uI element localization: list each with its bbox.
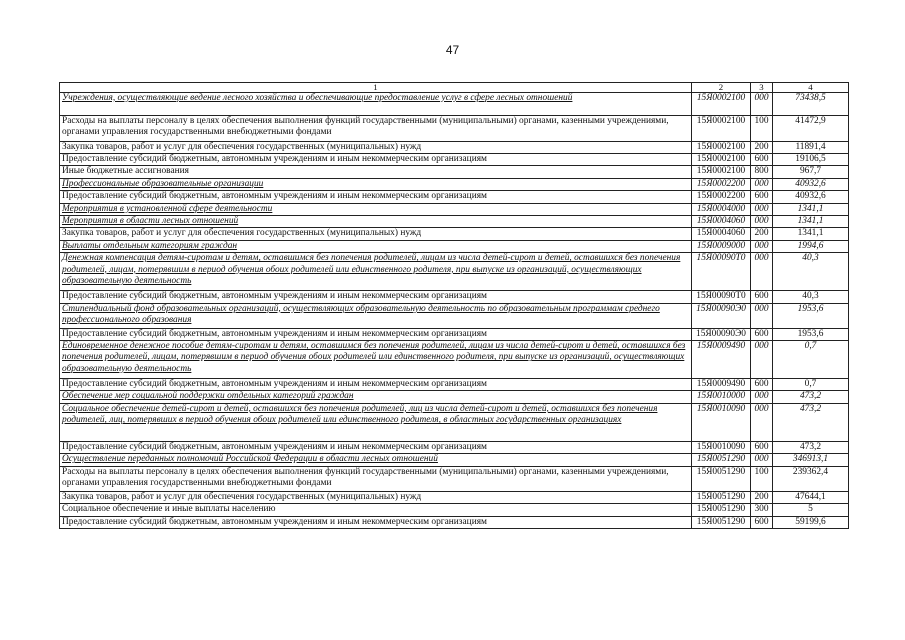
row-amount: 239362,4 bbox=[773, 466, 849, 491]
budget-table bbox=[59, 82, 849, 529]
row-expense-type: 600 bbox=[751, 154, 773, 166]
row-target-code: 15Я0004000 bbox=[692, 203, 751, 215]
row-description: Денежная компенсация детям-сиротам и детям, оставшимся без попечения родителей, лицам из числа детей-сирот и детей, оставшихся без попечения родителей, лицам, потерявшим в период обучения обоих родителей или единственного родителя, при выпуске из организаций, осуществляющих образовательную деятельность bbox=[60, 253, 692, 291]
row-description: Закупка товаров, работ и услуг для обеспечения государственных (муниципальных) нужд bbox=[60, 141, 692, 153]
table-row bbox=[60, 141, 849, 153]
table-row bbox=[60, 441, 849, 453]
row-description: Осуществление переданных полномочий Российской Федерации в области лесных отношений bbox=[60, 454, 692, 466]
row-target-code: 15Я0051290 bbox=[692, 504, 751, 516]
row-description: Предоставление субсидий бюджетным, автономным учреждениям и иным некоммерческим организациям bbox=[60, 291, 692, 303]
row-amount: 967,7 bbox=[773, 166, 849, 178]
row-expense-type: 300 bbox=[751, 504, 773, 516]
row-target-code: 15Я0051290 bbox=[692, 491, 751, 503]
row-amount: 346913,1 bbox=[773, 454, 849, 466]
row-target-code: 15Я0009490 bbox=[692, 379, 751, 391]
row-amount: 40932,6 bbox=[773, 178, 849, 190]
row-amount: 0,7 bbox=[773, 379, 849, 391]
row-description: Выплаты отдельным категориям граждан bbox=[60, 240, 692, 252]
table-row bbox=[60, 466, 849, 491]
table-row bbox=[60, 303, 849, 328]
row-description: Предоставление субсидий бюджетным, автономным учреждениям и иным некоммерческим организациям bbox=[60, 328, 692, 340]
table-row bbox=[60, 516, 849, 528]
table-row bbox=[60, 341, 849, 379]
row-amount: 5 bbox=[773, 504, 849, 516]
row-expense-type: 200 bbox=[751, 228, 773, 240]
row-expense-type: 000 bbox=[751, 240, 773, 252]
row-description: Обеспечение мер социальной поддержки отдельных категорий граждан bbox=[60, 391, 692, 403]
row-amount: 1341,1 bbox=[773, 216, 849, 228]
row-amount: 0,7 bbox=[773, 341, 849, 379]
row-amount: 73438,5 bbox=[773, 92, 849, 115]
row-amount: 59199,6 bbox=[773, 516, 849, 528]
row-expense-type: 100 bbox=[751, 115, 773, 141]
row-target-code: 15Я00090Э0 bbox=[692, 303, 751, 328]
table-row bbox=[60, 115, 849, 141]
row-target-code: 15Я0010000 bbox=[692, 391, 751, 403]
row-expense-type: 200 bbox=[751, 141, 773, 153]
row-expense-type: 600 bbox=[751, 379, 773, 391]
row-description: Закупка товаров, работ и услуг для обеспечения государственных (муниципальных) нужд bbox=[60, 228, 692, 240]
table-row bbox=[60, 403, 849, 441]
row-target-code: 15Я00090Э0 bbox=[692, 328, 751, 340]
row-amount: 47644,1 bbox=[773, 491, 849, 503]
page-number: 47 bbox=[445, 43, 460, 57]
table-row bbox=[60, 191, 849, 203]
row-amount: 40,3 bbox=[773, 253, 849, 291]
table-row bbox=[60, 253, 849, 291]
row-target-code: 15Я0002100 bbox=[692, 154, 751, 166]
row-amount: 1994,6 bbox=[773, 240, 849, 252]
row-target-code: 15Я0010090 bbox=[692, 441, 751, 453]
row-amount: 473,2 bbox=[773, 391, 849, 403]
row-target-code: 15Я0051290 bbox=[692, 454, 751, 466]
header-col-1: 1 bbox=[60, 83, 692, 93]
row-description: Предоставление субсидий бюджетным, автономным учреждениям и иным некоммерческим организациям bbox=[60, 441, 692, 453]
table-row bbox=[60, 504, 849, 516]
table-row bbox=[60, 379, 849, 391]
row-expense-type: 000 bbox=[751, 253, 773, 291]
row-amount: 40,3 bbox=[773, 291, 849, 303]
table-row bbox=[60, 154, 849, 166]
row-amount: 19106,5 bbox=[773, 154, 849, 166]
row-target-code: 15Я00090Т0 bbox=[692, 291, 751, 303]
table-row bbox=[60, 228, 849, 240]
row-amount: 1953,6 bbox=[773, 303, 849, 328]
row-description: Социальное обеспечение детей-сирот и детей, оставшихся без попечения родителей, лиц из числа детей-сирот и детей, оставшихся без попечения родителей, лиц, потерявших в период обучения обоих родителей или единственного родителя, в областных государственных организациях bbox=[60, 403, 692, 441]
row-amount: 473,2 bbox=[773, 441, 849, 453]
table-row bbox=[60, 491, 849, 503]
row-description: Расходы на выплаты персоналу в целях обеспечения выполнения функций государственными (муниципальными) органами, казенными учреждениями, органами управления государственными внебюджетными фондами bbox=[60, 115, 692, 141]
row-expense-type: 000 bbox=[751, 303, 773, 328]
row-description: Единовременное денежное пособие детям-сиротам и детям, оставшимся без попечения родителей, лицам из числа детей-сирот и детей, оставшихся без попечения родителей, лицам, потерявшим в период обучения обоих родителей или единственного родителя, при выпуске из организаций, осуществляющих образовательную деятельность bbox=[60, 341, 692, 379]
row-expense-type: 000 bbox=[751, 341, 773, 379]
row-description: Предоставление субсидий бюджетным, автономным учреждениям и иным некоммерческим организациям bbox=[60, 191, 692, 203]
row-expense-type: 200 bbox=[751, 491, 773, 503]
row-expense-type: 600 bbox=[751, 328, 773, 340]
row-amount: 1341,1 bbox=[773, 228, 849, 240]
row-description: Стипендиальный фонд образовательных организаций, осуществляющих образовательную деятельность по образовательным программам среднего профессионального образования bbox=[60, 303, 692, 328]
row-description: Иные бюджетные ассигнования bbox=[60, 166, 692, 178]
table-row bbox=[60, 92, 849, 115]
row-description: Мероприятия в установленной сфере деятельности bbox=[60, 203, 692, 215]
row-target-code: 15Я0002100 bbox=[692, 115, 751, 141]
row-expense-type: 000 bbox=[751, 178, 773, 190]
row-target-code: 15Я0004060 bbox=[692, 228, 751, 240]
row-target-code: 15Я0004060 bbox=[692, 216, 751, 228]
row-expense-type: 000 bbox=[751, 216, 773, 228]
table-row bbox=[60, 391, 849, 403]
row-target-code: 15Я0010090 bbox=[692, 403, 751, 441]
row-amount: 1953,6 bbox=[773, 328, 849, 340]
header-col-2: 2 bbox=[692, 83, 751, 93]
header-col-4: 4 bbox=[773, 83, 849, 93]
row-description: Учреждения, осуществляющие ведение лесного хозяйства и обеспечивающие предоставление услуг в сфере лесных отношений bbox=[60, 92, 692, 115]
row-amount: 11891,4 bbox=[773, 141, 849, 153]
table-row bbox=[60, 216, 849, 228]
row-amount: 40932,6 bbox=[773, 191, 849, 203]
row-expense-type: 600 bbox=[751, 441, 773, 453]
table-row bbox=[60, 291, 849, 303]
row-target-code: 15Я0051290 bbox=[692, 466, 751, 491]
row-description: Закупка товаров, работ и услуг для обеспечения государственных (муниципальных) нужд bbox=[60, 491, 692, 503]
row-target-code: 15Я0002200 bbox=[692, 178, 751, 190]
table-row bbox=[60, 178, 849, 190]
row-expense-type: 100 bbox=[751, 466, 773, 491]
row-expense-type: 600 bbox=[751, 516, 773, 528]
row-expense-type: 600 bbox=[751, 191, 773, 203]
row-description: Расходы на выплаты персоналу в целях обеспечения выполнения функций государственными (муниципальными) органами, казенными учреждениями, органами управления государственными внебюджетными фондами bbox=[60, 466, 692, 491]
row-amount: 473,2 bbox=[773, 403, 849, 441]
row-description: Предоставление субсидий бюджетным, автономным учреждениям и иным некоммерческим организациям bbox=[60, 379, 692, 391]
row-amount: 1341,1 bbox=[773, 203, 849, 215]
table-header-row bbox=[60, 83, 849, 93]
table-row bbox=[60, 166, 849, 178]
row-target-code: 15Я00090Т0 bbox=[692, 253, 751, 291]
table-row bbox=[60, 203, 849, 215]
row-target-code: 15Я0002100 bbox=[692, 166, 751, 178]
row-target-code: 15Я0002100 bbox=[692, 92, 751, 115]
row-expense-type: 000 bbox=[751, 403, 773, 441]
row-target-code: 15Я0051290 bbox=[692, 516, 751, 528]
row-amount: 41472,9 bbox=[773, 115, 849, 141]
row-description: Предоставление субсидий бюджетным, автономным учреждениям и иным некоммерческим организациям bbox=[60, 516, 692, 528]
row-target-code: 15Я0009490 bbox=[692, 341, 751, 379]
header-col-3: 3 bbox=[751, 83, 773, 93]
row-description: Социальное обеспечение и иные выплаты населению bbox=[60, 504, 692, 516]
table-row bbox=[60, 240, 849, 252]
row-expense-type: 000 bbox=[751, 391, 773, 403]
row-target-code: 15Я0002200 bbox=[692, 191, 751, 203]
row-expense-type: 800 bbox=[751, 166, 773, 178]
row-expense-type: 000 bbox=[751, 454, 773, 466]
row-description: Мероприятия в области лесных отношений bbox=[60, 216, 692, 228]
row-target-code: 15Я0009000 bbox=[692, 240, 751, 252]
table-row bbox=[60, 328, 849, 340]
row-expense-type: 000 bbox=[751, 203, 773, 215]
row-description: Предоставление субсидий бюджетным, автономным учреждениям и иным некоммерческим организациям bbox=[60, 154, 692, 166]
row-description: Профессиональные образовательные организации bbox=[60, 178, 692, 190]
row-expense-type: 000 bbox=[751, 92, 773, 115]
row-expense-type: 600 bbox=[751, 291, 773, 303]
row-target-code: 15Я0002100 bbox=[692, 141, 751, 153]
table-row bbox=[60, 454, 849, 466]
